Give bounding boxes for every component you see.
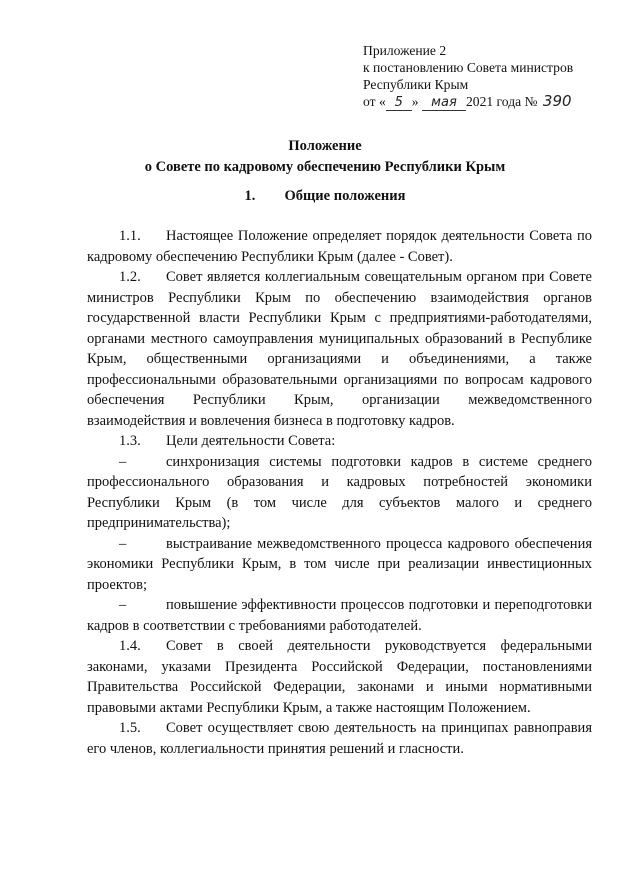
document-title (40, 136, 610, 178)
paragraph-text: Цели деятельности Совета: (166, 433, 336, 449)
date-year-text: 2021 года № (465, 94, 538, 109)
paragraph-text: Совет является коллегиальным совещательным органом при Совете министров Республики Крым по обеспечению взаимодействия органов государственной власти Республики Крым с предприятиями-работодателями, органами местного самоуправления муниципальных образований в Республике Крым, общественными организациями и объединениями, а также профессиональными образовательными организациями по вопросам кадрового обеспечения Республики Крым, организации межведомственного взаимодействия и вовлечения бизнеса в подготовку кадров. (87, 269, 592, 429)
paragraph-label: 1.1. (119, 228, 141, 244)
handwritten-day: 5 (386, 96, 412, 111)
title-line-2: о Совете по кадровому обеспечению Республики Крым (144, 159, 506, 175)
appendix-line-1: Приложение 2 (363, 43, 447, 58)
section-heading (40, 188, 610, 205)
paragraph-label: 1.5. (119, 720, 141, 736)
document-body (87, 226, 592, 759)
list-dash: – (119, 453, 127, 470)
paragraph-text: Настоящее Положение определяет порядок деятельности Совета по кадровому обеспечению Республики Крым (далее - Совет). (87, 228, 592, 265)
list-item-3 (87, 595, 592, 636)
list-item-text: синхронизация системы подготовки кадров в системе среднего профессионального образования и кадровых потребностей экономики Республики Крым (в том числе для субъектов малого и среднего предпринимательства); (87, 453, 592, 531)
paragraph-text: Совет осуществляет свою деятельность на принципах равноправия его членов, коллегиальности принятия решений и гласности. (87, 720, 592, 757)
paragraph-1-4 (87, 636, 592, 718)
handwritten-month: мая (422, 96, 466, 111)
handwritten-number: 390 (542, 92, 572, 110)
paragraph-text: Совет в своей деятельности руководствуется федеральными законами, указами Президента Российской Федерации, постановлениями Правительства Российской Федерации, законами и иными нормативными правовыми актами Республики Крым, а также настоящим Положением. (87, 638, 592, 716)
paragraph-label: 1.4. (119, 638, 141, 654)
list-dash: – (119, 597, 127, 613)
date-prefix: от « (363, 94, 386, 109)
appendix-date-line (363, 93, 574, 111)
list-item-text: выстраивание межведомственного процесса кадрового обеспечения экономики Республики Крым, в том числе при реализации инвестиционных проектов; (87, 535, 592, 593)
list-item-text: повышение эффективности процессов подготовки и переподготовки кадров в соответствии с требованиями работодателей. (87, 597, 592, 634)
appendix-line-3: Республики Крым (363, 77, 469, 92)
section-title: Общие положения (284, 188, 406, 204)
paragraph-label: 1.2. (119, 269, 141, 285)
date-quote-close: » (411, 94, 419, 109)
list-item-2 (87, 534, 592, 596)
paragraph-1-1 (87, 226, 592, 267)
paragraph-1-5 (87, 718, 592, 759)
paragraph-label: 1.3. (119, 433, 141, 449)
section-number: 1. (244, 188, 256, 204)
appendix-header (363, 42, 574, 111)
list-dash: – (119, 535, 127, 552)
paragraph-1-2 (87, 267, 592, 431)
paragraph-1-3 (87, 431, 592, 452)
list-item-1 (87, 452, 592, 534)
title-line-1: Положение (288, 138, 362, 154)
appendix-line-2: к постановлению Совета министров (363, 60, 574, 75)
